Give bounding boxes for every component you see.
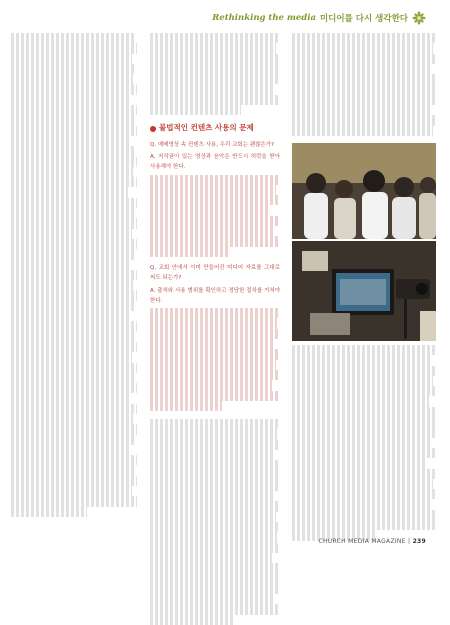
body-column-2	[150, 33, 280, 625]
answer-2: A. 출처와 사용 범위를 확인하고 정당한 절차를 거쳐야 한다.	[150, 287, 280, 304]
column-2-body-text	[150, 419, 280, 625]
page-header	[212, 10, 426, 26]
flower-icon	[412, 11, 426, 25]
qa-block	[150, 140, 280, 411]
body-column-1	[11, 33, 137, 517]
column-3-bottom-text	[292, 345, 436, 541]
section-title-text: 불법적인 컨텐츠 사용의 문제	[159, 123, 254, 133]
column-1-text-block	[11, 33, 137, 517]
header-english-title: Rethinking the media	[212, 13, 316, 23]
question-2: Q. 교회 안에서 이미 만들어진 미디어 자료를 그대로 써도 되는가?	[150, 264, 280, 282]
body-column-3	[292, 33, 436, 136]
section-heading	[150, 123, 280, 133]
photo-audience-watching	[292, 143, 436, 239]
header-korean-title: 미디어를 다시 생각한다	[319, 14, 408, 24]
equipment-photo-graphic	[292, 241, 436, 341]
page-footer: CHURCH MEDIA MAGAZINE | 239	[318, 538, 426, 545]
column-3-top-text	[292, 33, 436, 136]
question-1: Q. 예배영상 속 컨텐츠 사용, 우리 교회는 괜찮은가?	[150, 141, 274, 148]
bullet-icon	[150, 126, 156, 132]
photo-media-equipment	[292, 241, 436, 341]
answer-1: A. 저작권이 있는 영상과 음악은 반드시 허락을 받아 사용해야 한다.	[150, 153, 280, 171]
audience-photo-graphic	[292, 143, 436, 239]
page-number: 239	[412, 538, 426, 545]
column-2-intro-text	[150, 33, 280, 115]
magazine-name: CHURCH MEDIA MAGAZINE	[318, 538, 406, 545]
